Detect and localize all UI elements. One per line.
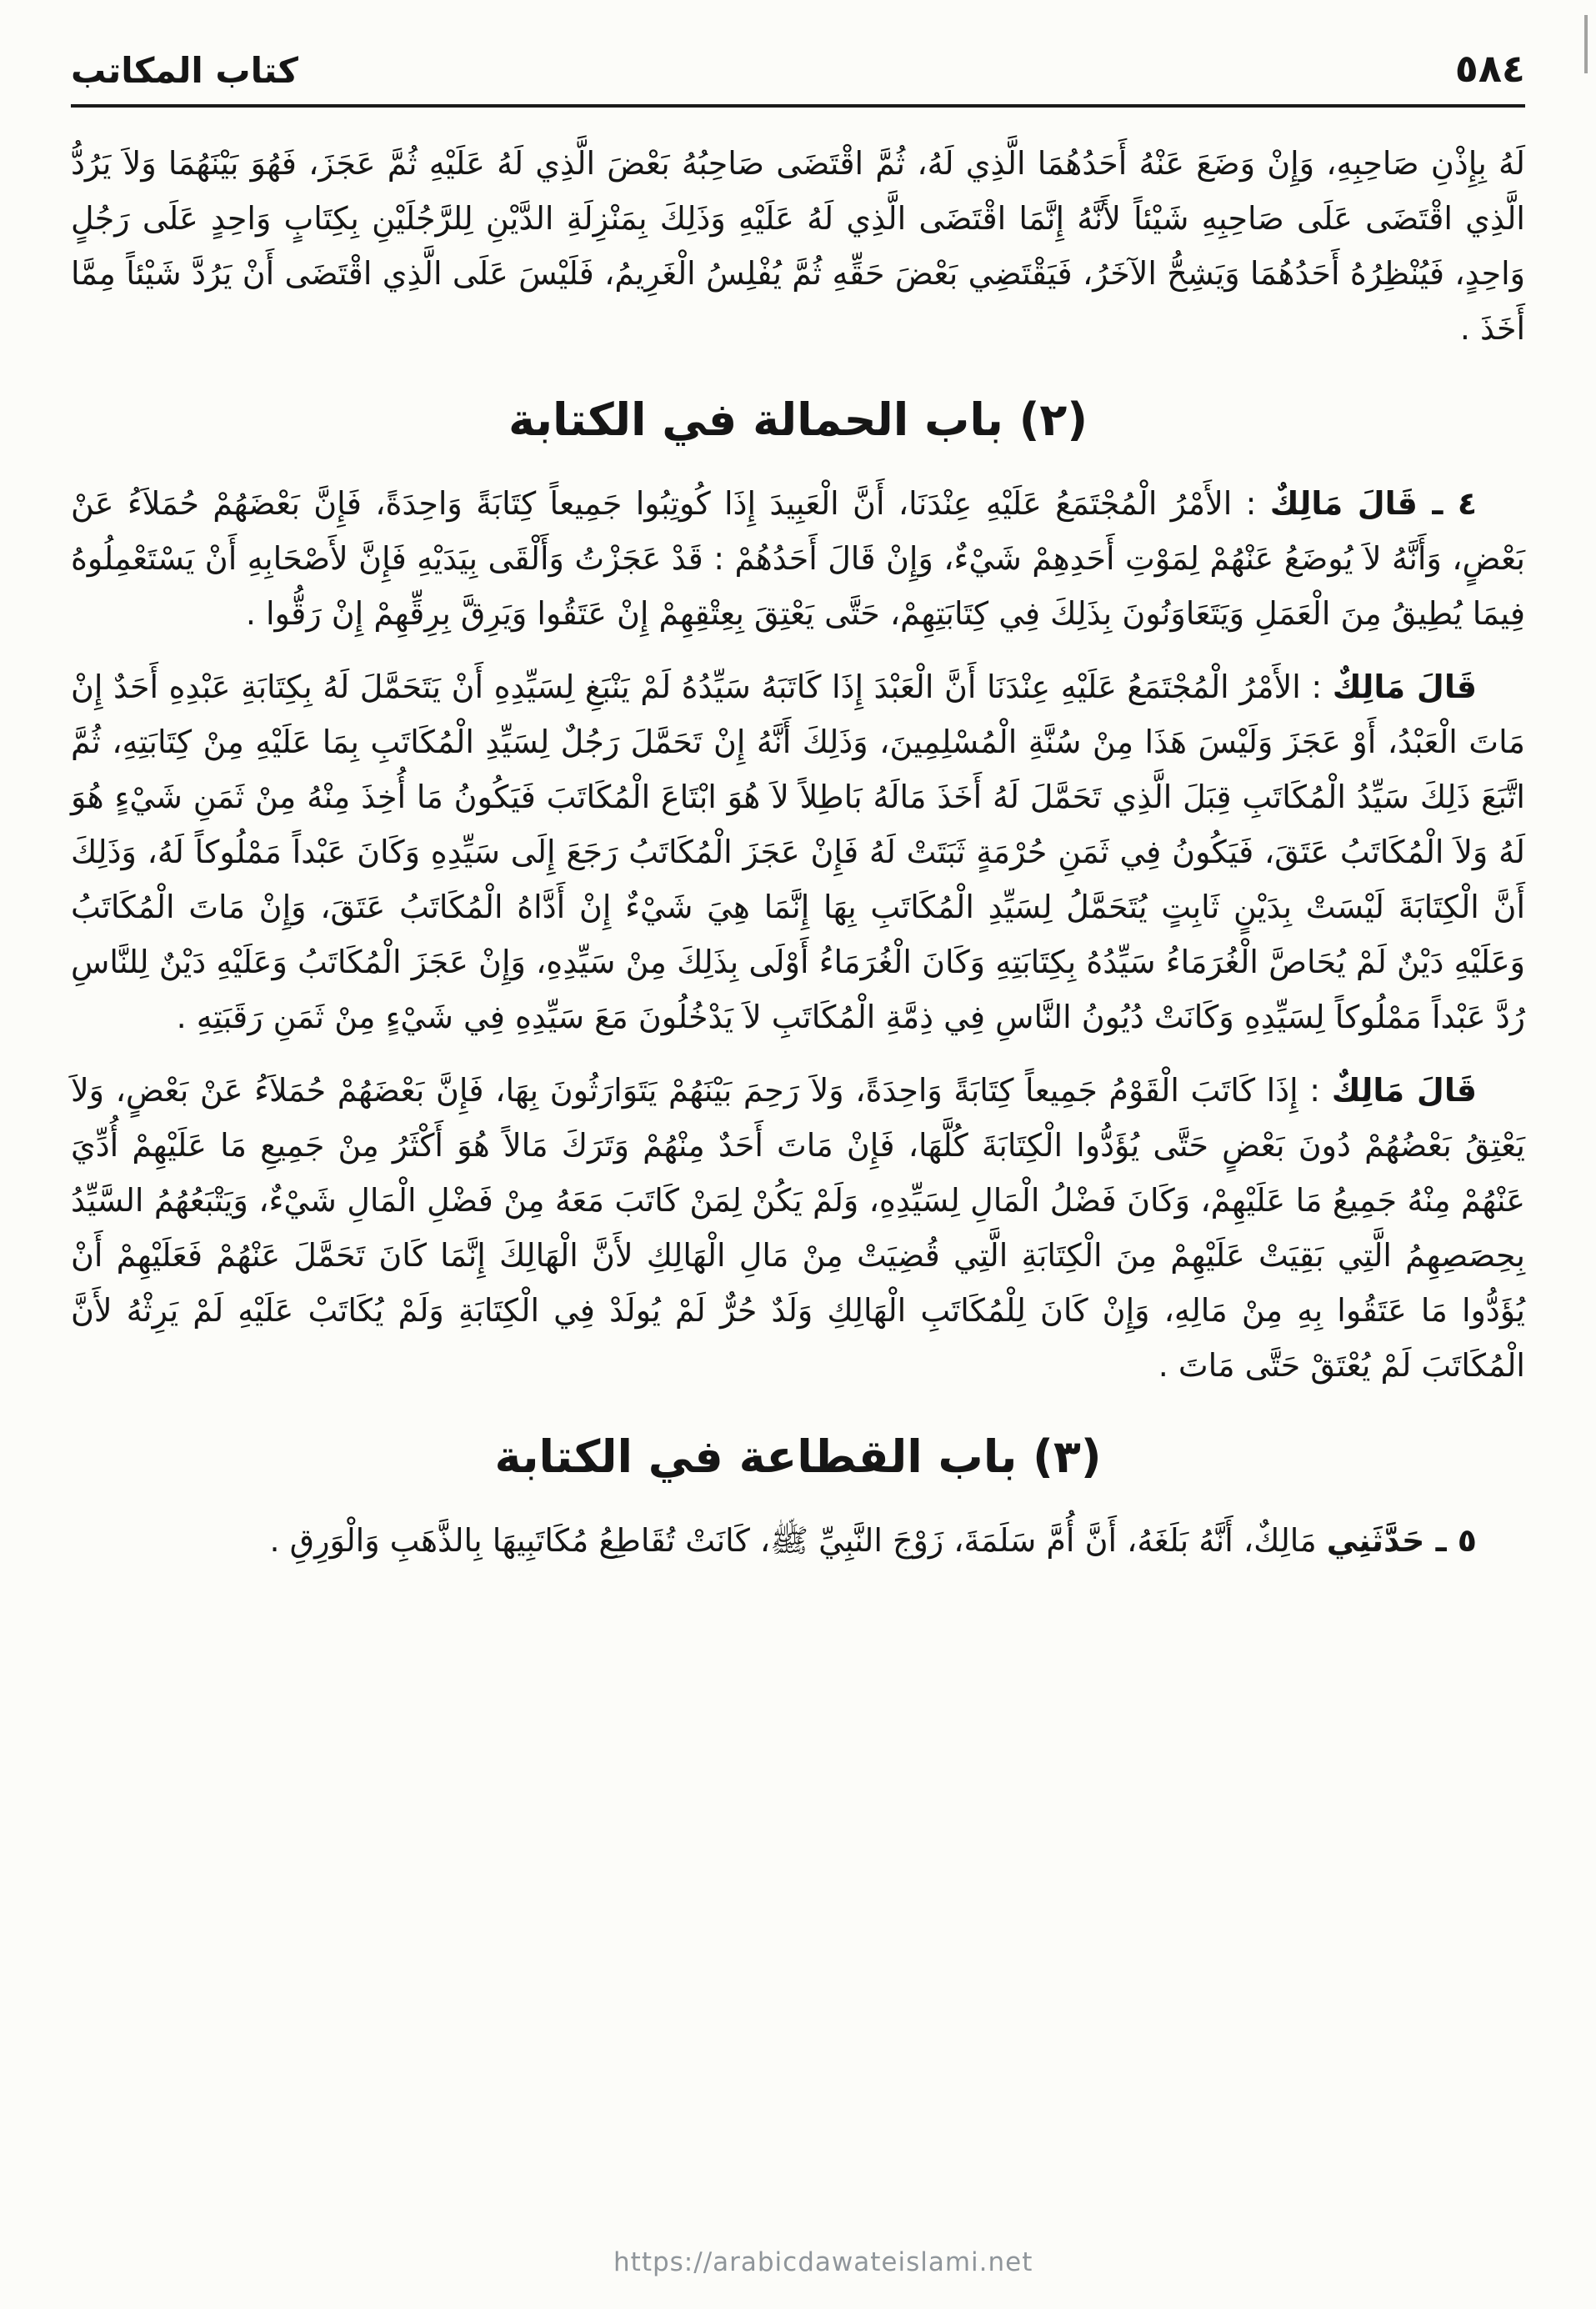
page-body — [71, 136, 1525, 1568]
watermark-url: https://arabicdawateislami.net — [613, 2247, 1033, 2277]
page-number: ٥٨٤ — [1454, 46, 1525, 91]
paragraph-continuation — [71, 136, 1525, 356]
header-title: كتاب المكاتب — [71, 50, 298, 91]
paragraph-qala-malik-2 — [71, 1063, 1525, 1393]
paragraph-text: : إِذَا كَاتَبَ الْقَوْمُ جَمِيعاً كِتَابَةً وَاحِدَةً، وَلاَ رَحِمَ بَيْنَهُمْ يَتَوَارَثُونَ بِهَا، فَإِنَّ بَعْضَهُمْ حُمَلاَءُ عَنْ بَعْضٍ، وَلاَ يَعْتِقُ بَعْضُهُمْ دُونَ بَعْضٍ حَتَّى يُؤَدُّوا الْكِتَابَةَ كُلَّهَا، فَإِنْ مَاتَ أَحَدٌ مِنْهُمْ وَتَرَكَ مَالاً هُوَ أَكْثَرُ مِنْ جَمِيعِ مَا عَلَيْهِمْ أُدِّيَ عَنْهُمْ مِنْهُ جَمِيعُ مَا عَلَيْهِمْ، وَكَانَ فَضْلُ الْمَالِ لِسَيِّدِهِ، وَلَمْ يَكُنْ لِمَنْ كَاتَبَ مَعَهُ مِنْ فَضْلِ الْمَالِ شَيْءٌ، وَيَتْبَعُهُمُ السَّيِّدُ بِحِصَصِهِمُ الَّتِي بَقِيَتْ عَلَيْهِمْ مِنَ الْكِتَابَةِ الَّتِي قُضِيَتْ مِنْ مَالِ الْهَالِكِ لأَنَّ الْهَالِكَ إِنَّمَا كَانَ تَحَمَّلَ عَنْهُمْ فَعَلَيْهِمْ أَنْ يُؤَدُّوا مَا عَتَقُوا بِهِ مِنْ مَالِهِ، وَإِنْ كَانَ لِلْمُكَاتَبِ الْهَالِكِ وَلَدٌ حُرٌّ لَمْ يُولَدْ فِي الْكِتَابَةِ وَلَمْ يُكَاتَبْ عَلَيْهِ لَمْ يَرِثْهُ لأَنَّ الْمُكَاتَبَ لَمْ يُعْتَقْ حَتَّى مَاتَ . — [71, 1072, 1525, 1384]
paragraph-hadith-5 — [71, 1513, 1525, 1568]
paragraph-qala-malik-1 — [71, 659, 1525, 1044]
paragraph-hadith-4 — [71, 476, 1525, 641]
paragraph-text: لَهُ بِإِذْنِ صَاحِبِهِ، وَإِنْ وَضَعَ عَنْهُ أَحَدُهُمَا الَّذِي لَهُ، ثُمَّ اقْتَضَى صَاحِبُهُ بَعْضَ الَّذِي لَهُ عَلَيْهِ ثُمَّ عَجَزَ، فَهُوَ بَيْنَهُمَا وَلاَ يَرُدُّ الَّذِي اقْتَضَى عَلَى صَاحِبِهِ شَيْئاً لأَنَّهُ إِنَّمَا اقْتَضَى الَّذِي لَهُ عَلَيْهِ وَذَلِكَ بِمَنْزِلَةِ الدَّيْنِ لِلرَّجُلَيْنِ بِكِتَابٍ وَاحِدٍ عَلَى رَجُلٍ وَاحِدٍ، فَيُنْظِرُهُ أَحَدُهُمَا وَيَشِحُّ الآخَرُ، فَيَقْتَضِي بَعْضَ حَقِّهِ ثُمَّ يُفْلِسُ الْغَرِيمُ، فَلَيْسَ عَلَى الَّذِي اقْتَضَى أَنْ يَرُدَّ شَيْئاً مِمَّا أَخَذَ . — [71, 145, 1525, 347]
paragraph-text: : الأَمْرُ الْمُجْتَمَعُ عَلَيْهِ عِنْدَنَا، أَنَّ الْعَبِيدَ إِذَا كُوتِبُوا جَمِيعاً كِتَابَةً وَاحِدَةً، فَإِنَّ بَعْضَهُمْ حُمَلاَءُ عَنْ بَعْضٍ، وَأَنَّهُ لاَ يُوضَعُ عَنْهُمْ لِمَوْتِ أَحَدِهِمْ شَيْءٌ، وَإِنْ قَالَ أَحَدُهُمْ : قَدْ عَجَزْتُ وَأَلْقَى بِيَدَيْهِ فَإِنَّ لأَصْحَابِهِ أَنْ يَسْتَعْمِلُوهُ فِيمَا يُطِيقُ مِنَ الْعَمَلِ وَيَتَعَاوَنُونَ بِذَلِكَ فِي كِتَابَتِهِمْ، حَتَّى يَعْتِقَ بِعِتْقِهِمْ إِنْ عَتَقُوا وَيَرِقَّ بِرِقِّهِمْ إِنْ رَقُّوا . — [71, 485, 1525, 632]
page-header — [71, 46, 1525, 108]
narrator-lead: قَالَ مَالِكٌ — [1331, 1072, 1477, 1109]
narrator-lead: ٥ ـ حَدَّثَنِي — [1326, 1522, 1477, 1559]
narrator-lead: قَالَ مَالِكٌ — [1332, 669, 1477, 705]
paragraph-text: مَالِكٌ، أَنَّهُ بَلَغَهُ، أَنَّ أُمَّ سَلَمَةَ، زَوْجَ النَّبِيِّ ﷺ، كَانَتْ تُقَاطِعُ مُكَاتَبِيهَا بِالذَّهَبِ وَالْوَرِقِ . — [269, 1522, 1327, 1559]
narrator-lead: ٤ ـ قَالَ مَالِكٌ — [1269, 485, 1478, 522]
section-heading-qataah: (٣) باب القطاعة في الكتابة — [494, 1430, 1102, 1483]
scan-binding-artifact — [1584, 15, 1588, 73]
section-heading-hamalah: (٢) باب الحمالة في الكتابة — [508, 393, 1088, 446]
paragraph-text: : الأَمْرُ الْمُجْتَمَعُ عَلَيْهِ عِنْدَنَا أَنَّ الْعَبْدَ إِذَا كَاتَبَهُ سَيِّدُهُ لَمْ يَنْبَغِ لِسَيِّدِهِ أَنْ يَتَحَمَّلَ لَهُ بِكِتَابَةِ عَبْدِهِ أَحَدٌ إِنْ مَاتَ الْعَبْدُ، أَوْ عَجَزَ وَلَيْسَ هَذَا مِنْ سُنَّةِ الْمُسْلِمِينَ، وَذَلِكَ أَنَّهُ إِنْ تَحَمَّلَ رَجُلٌ لِسَيِّدِ الْمُكَاتَبِ بِمَا عَلَيْهِ مِنْ كِتَابَتِهِ، ثُمَّ اتَّبَعَ ذَلِكَ سَيِّدُ الْمُكَاتَبِ قِبَلَ الَّذِي تَحَمَّلَ لَهُ أَخَذَ مَالَهُ بَاطِلاً لاَ هُوَ ابْتَاعَ الْمُكَاتَبَ فَيَكُونُ مَا أُخِذَ مِنْهُ مِنْ ثَمَنِ شَيْءٍ هُوَ لَهُ وَلاَ الْمُكَاتَبُ عَتَقَ، فَيَكُونُ فِي ثَمَنِ حُرْمَةٍ ثَبَتَتْ لَهُ فَإِنْ عَجَزَ الْمُكَاتَبُ رَجَعَ إِلَى سَيِّدِهِ وَكَانَ عَبْداً مَمْلُوكاً لَهُ، وَذَلِكَ أَنَّ الْكِتَابَةَ لَيْسَتْ بِدَيْنٍ ثَابِتٍ يُتَحَمَّلُ لِسَيِّدِ الْمُكَاتَبِ بِهَا إِنَّمَا هِيَ شَيْءٌ إِنْ أَدَّاهُ الْمُكَاتَبُ عَتَقَ، وَإِنْ مَاتَ الْمُكَاتَبُ وَعَلَيْهِ دَيْنٌ لَمْ يُحَاصَّ الْغُرَمَاءُ سَيِّدُهُ بِكِتَابَتِهِ وَكَانَ الْغُرَمَاءُ أَوْلَى بِذَلِكَ مِنْ سَيِّدِهِ، وَإِنْ عَجَزَ الْمُكَاتَبُ وَعَلَيْهِ دَيْنٌ لِلنَّاسِ رُدَّ عَبْداً مَمْلُوكاً لِسَيِّدِهِ وَكَانَتْ دُيُونُ النَّاسِ فِي ذِمَّةِ الْمُكَاتَبِ لاَ يَدْخُلُونَ مَعَ سَيِّدِهِ فِي شَيْءٍ مِنْ ثَمَنِ رَقَبَتِهِ . — [71, 669, 1525, 1035]
